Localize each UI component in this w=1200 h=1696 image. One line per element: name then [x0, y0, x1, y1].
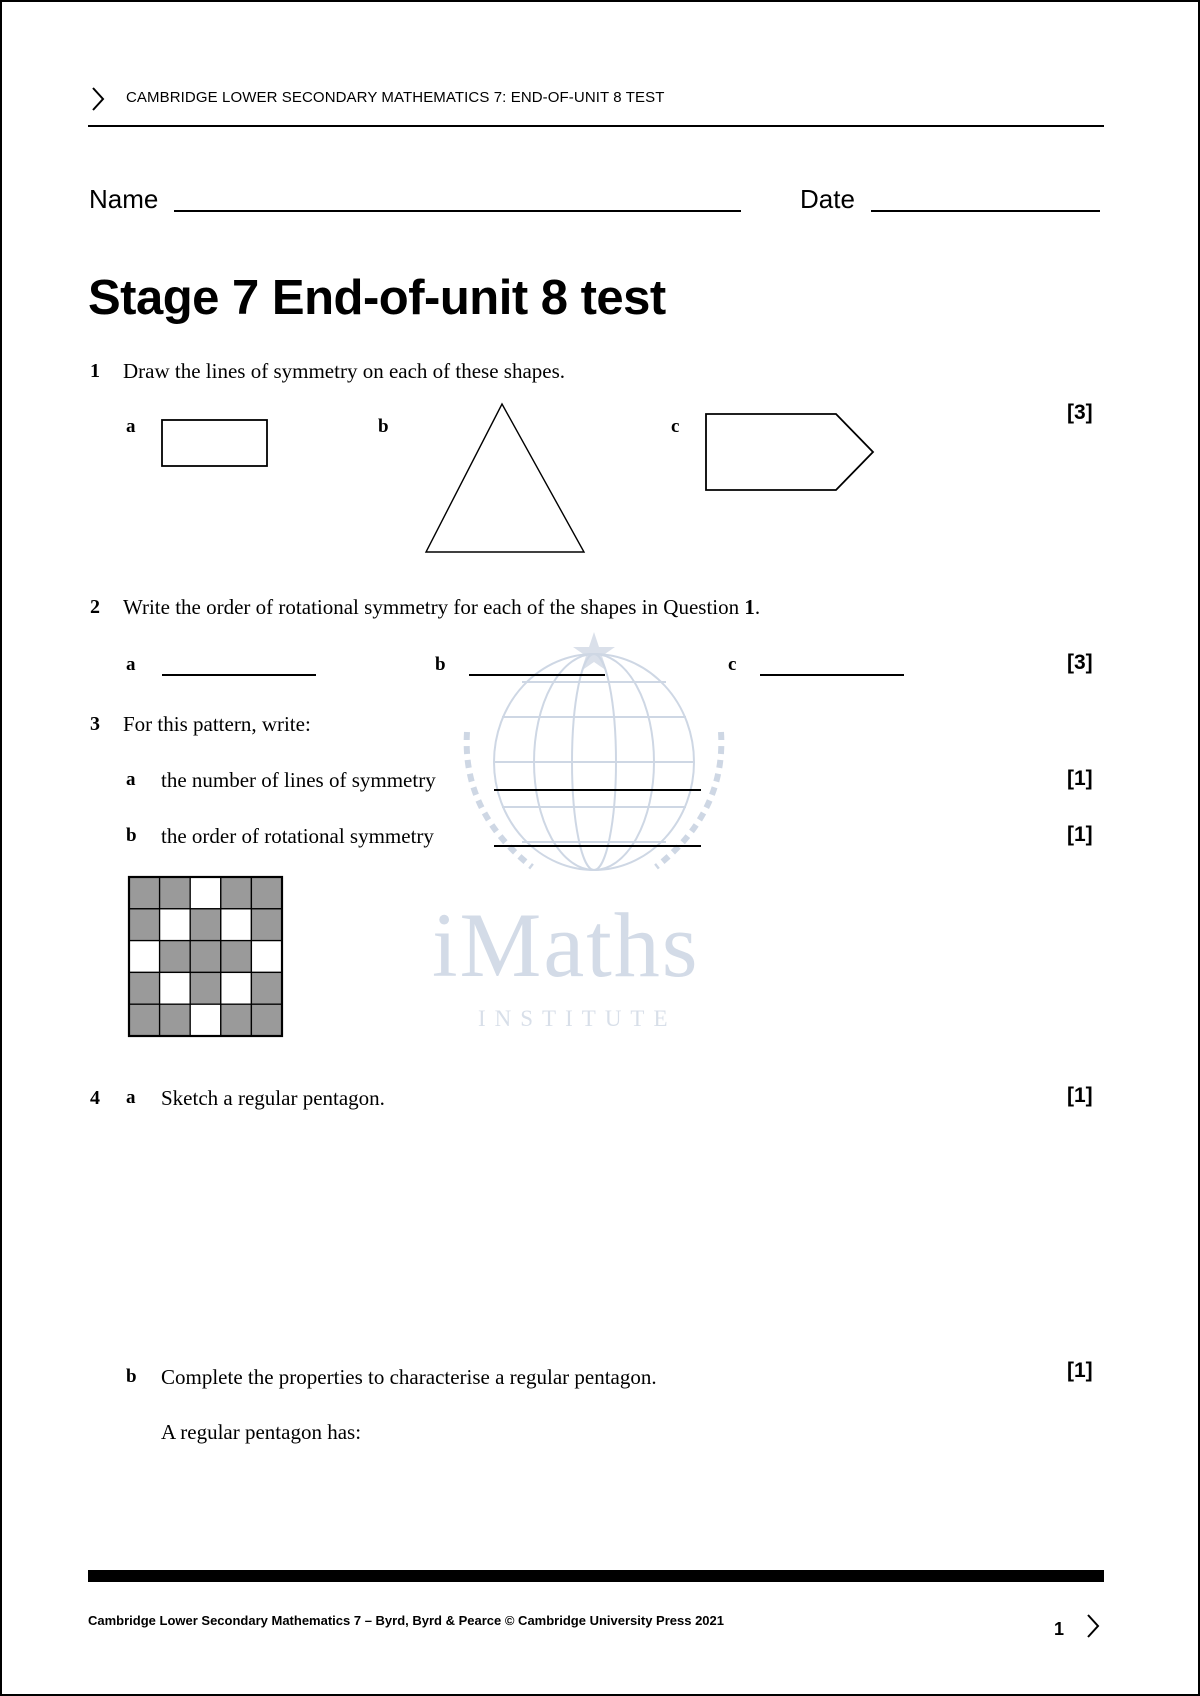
page-title: Stage 7 End-of-unit 8 test — [88, 271, 666, 325]
q1-marks: [3] — [1067, 401, 1093, 424]
grid-cell-white — [129, 941, 160, 973]
q3a-marks: [1] — [1067, 767, 1093, 790]
grid-cell-shaded — [190, 972, 221, 1004]
grid-cell-white — [221, 909, 252, 941]
q2-question-ref: 1 — [744, 595, 755, 619]
grid-cell-shaded — [160, 941, 191, 973]
q2c-answer-line[interactable] — [760, 674, 904, 676]
name-field[interactable] — [174, 210, 741, 212]
q4b-subtext: A regular pentagon has: — [161, 1420, 362, 1444]
name-label: Name — [89, 184, 159, 214]
q2b-answer-line[interactable] — [469, 674, 605, 676]
grid-cell-shaded — [190, 909, 221, 941]
q1b-triangle-shape — [422, 400, 590, 556]
grid-cell-white — [190, 877, 221, 909]
q2a-answer-line[interactable] — [162, 674, 316, 676]
date-label: Date — [800, 184, 855, 214]
q3b-marks: [1] — [1067, 823, 1093, 846]
q1-text: Draw the lines of symmetry on each of these shapes. — [123, 359, 566, 383]
q1c-pentagon-shape — [702, 410, 878, 496]
grid-cell-shaded — [251, 1004, 282, 1036]
q3-pattern-grid — [127, 875, 285, 1039]
q4b-marks: [1] — [1067, 1359, 1093, 1382]
chevron-right-icon — [88, 84, 108, 114]
grid-cell-shaded — [251, 909, 282, 941]
footer-bar — [88, 1570, 1104, 1582]
grid-cell-shaded — [221, 877, 252, 909]
chevron-right-icon[interactable] — [1084, 1611, 1102, 1641]
q2a-label: a — [126, 654, 136, 675]
grid-cell-shaded — [221, 941, 252, 973]
grid-cell-shaded — [160, 877, 191, 909]
q3-text: For this pattern, write: — [123, 712, 311, 736]
grid-cell-white — [251, 941, 282, 973]
q3b-text: the order of rotational symmetry — [161, 824, 434, 848]
footer-copyright: Cambridge Lower Secondary Mathematics 7 – Byrd, Byrd & Pearce © Cambridge University Press 2021 — [88, 1613, 724, 1628]
q2-text-end: . — [754, 595, 761, 619]
grid-cell-white — [221, 972, 252, 1004]
grid-cell-shaded — [251, 877, 282, 909]
grid-cell-shaded — [160, 1004, 191, 1036]
q1a-label: a — [126, 416, 136, 437]
grid-cell-white — [160, 909, 191, 941]
q1-number: 1 — [90, 360, 100, 382]
q1c-label: c — [671, 416, 680, 437]
q4a-label: a — [126, 1087, 136, 1108]
header-rule — [88, 125, 1104, 127]
grid-cell-shaded — [221, 1004, 252, 1036]
q4a-marks: [1] — [1067, 1084, 1093, 1107]
q2-marks: [3] — [1067, 651, 1093, 674]
grid-cell-shaded — [129, 877, 160, 909]
q2b-label: b — [435, 654, 446, 675]
q1a-rectangle-shape — [160, 418, 270, 470]
q4b-label: b — [126, 1366, 137, 1387]
grid-cell-shaded — [129, 972, 160, 1004]
q2-text-main: Write the order of rotational symmetry for each of the shapes in Question — [123, 595, 745, 619]
q3a-text: the number of lines of symmetry — [161, 768, 436, 792]
q2-number: 2 — [90, 596, 100, 618]
grid-cell-shaded — [190, 941, 221, 973]
page-number: 1 — [1054, 1619, 1065, 1639]
q3a-label: a — [126, 769, 136, 790]
q2c-label: c — [728, 654, 737, 675]
grid-cell-shaded — [129, 1004, 160, 1036]
q3b-answer-line[interactable] — [494, 845, 701, 847]
q1b-label: b — [378, 416, 389, 437]
grid-cell-white — [190, 1004, 221, 1036]
watermark-sub: INSTITUTE — [478, 1006, 677, 1031]
grid-cell-shaded — [129, 909, 160, 941]
grid-cell-shaded — [251, 972, 282, 1004]
grid-cell-white — [160, 972, 191, 1004]
q3a-answer-line[interactable] — [494, 789, 701, 791]
date-field[interactable] — [871, 210, 1100, 212]
q4b-text: Complete the properties to characterise a regular pentagon. — [161, 1365, 657, 1389]
q3b-label: b — [126, 825, 137, 846]
q4a-text: Sketch a regular pentagon. — [161, 1086, 385, 1110]
q3-number: 3 — [90, 713, 100, 735]
watermark-brand: iMaths — [432, 894, 700, 996]
q4-number: 4 — [90, 1087, 100, 1109]
running-header: CAMBRIDGE LOWER SECONDARY MATHEMATICS 7: END-OF-UNIT 8 TEST — [126, 89, 665, 106]
q2-text — [123, 595, 760, 620]
